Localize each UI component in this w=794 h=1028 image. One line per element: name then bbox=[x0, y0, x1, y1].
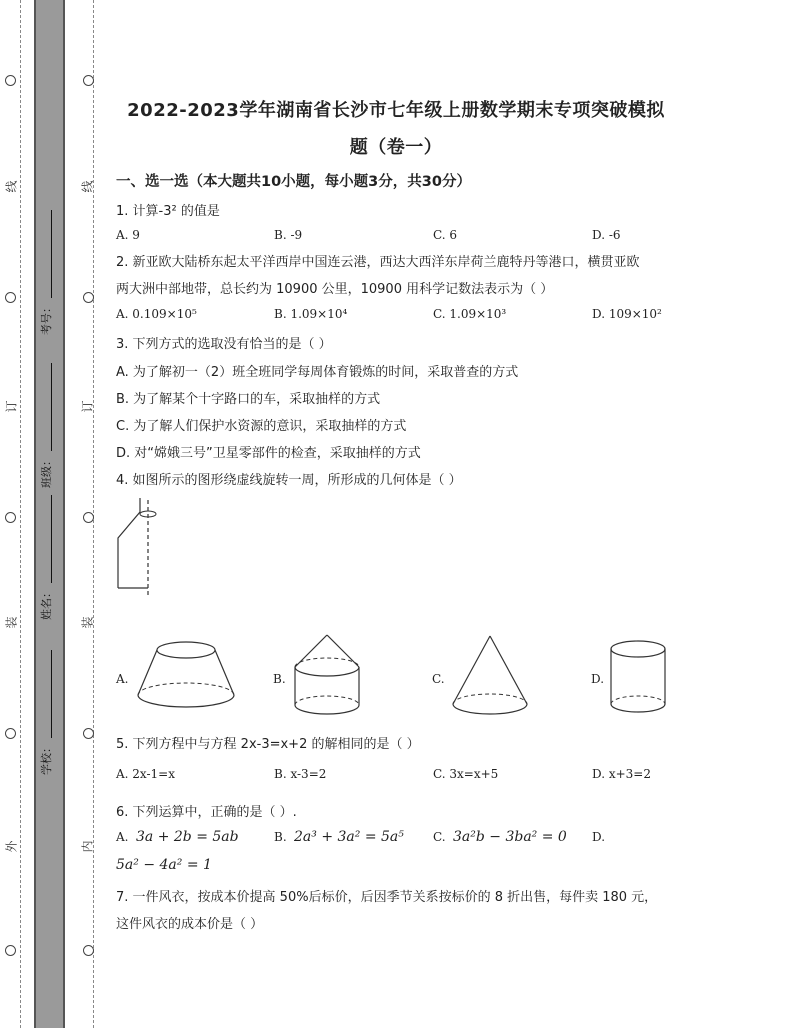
question-1-option-a: A. 9 bbox=[116, 228, 140, 242]
question-4-stem: 4. 如图所示的图形绕虚线旋转一周，所形成的几何体是（ ） bbox=[116, 473, 462, 488]
paper-title-line1: 2022-2023学年湖南省长沙市七年级上册数学期末专项突破模拟 bbox=[127, 100, 665, 121]
outer-line-char: 线 bbox=[4, 180, 19, 193]
section-heading: 一、选一选（本大题共10小题，每小题3分，共30分） bbox=[116, 174, 471, 190]
outer-wai-char: 外 bbox=[4, 840, 19, 853]
question-1-option-c: C. 6 bbox=[433, 228, 458, 242]
school-field: 学校： bbox=[38, 650, 54, 775]
question-3-option-c: C. 为了解人们保护水资源的意识，采取抽样的方式 bbox=[116, 419, 407, 434]
question-1-option-b: B. -9 bbox=[274, 228, 303, 242]
question-2-option-b: B. 1.09×10⁴ bbox=[274, 307, 348, 321]
binding-hole bbox=[5, 728, 16, 739]
binding-hole bbox=[83, 292, 94, 303]
question-4-option-b: B. bbox=[273, 672, 286, 686]
frustum-shape bbox=[136, 640, 236, 710]
outer-ding-char: 订 bbox=[4, 400, 19, 413]
question-6-option-c-expr: 3a²b − 3ba² = 0 bbox=[453, 829, 567, 845]
question-2-option-d: D. 109×10² bbox=[592, 307, 662, 321]
question-6-option-b-label: B. bbox=[274, 830, 287, 844]
question-6-option-d-label: D. bbox=[592, 830, 606, 844]
question-4-option-a: A. bbox=[116, 672, 129, 686]
question-7-stem-line2: 这件风衣的成本价是（ ） bbox=[116, 917, 264, 932]
question-3-option-b: B. 为了解某个十字路口的车，采取抽样的方式 bbox=[116, 392, 381, 407]
question-3-stem: 3. 下列方式的选取没有恰当的是（ ） bbox=[116, 337, 332, 352]
question-2-option-c: C. 1.09×10³ bbox=[433, 307, 507, 321]
question-6-option-b-expr: 2a³ + 3a² = 5a⁵ bbox=[294, 829, 404, 845]
binding-hole bbox=[83, 75, 94, 86]
question-6-option-a-expr: 3a + 2b = 5ab bbox=[136, 829, 239, 845]
question-5-option-c: C. 3x=x+5 bbox=[433, 767, 499, 781]
question-1-stem: 1. 计算-3² 的值是 bbox=[116, 204, 220, 219]
binding-hole bbox=[83, 728, 94, 739]
question-4-option-c: C. bbox=[432, 672, 445, 686]
question-6-option-a-label: A. bbox=[116, 830, 129, 844]
binding-hole bbox=[5, 945, 16, 956]
question-2-stem-line2: 两大洲中部地带，总长约为 10900 公里，10900 用科学记数法表示为（ ） bbox=[116, 282, 554, 297]
question-6-option-c-label: C. bbox=[433, 830, 446, 844]
inner-nei-char: 内 bbox=[80, 840, 95, 853]
question-1-option-d: D. -6 bbox=[592, 228, 621, 242]
binding-hole bbox=[5, 512, 16, 523]
question-5-option-b: B. x-3=2 bbox=[274, 767, 327, 781]
band-left-edge bbox=[34, 0, 36, 1028]
binding-margin bbox=[0, 0, 100, 1028]
paper-title-line2: 题（卷一） bbox=[349, 137, 443, 158]
inner-ding-char: 订 bbox=[80, 400, 95, 413]
outer-zhuang-char: 装 bbox=[4, 616, 19, 629]
cone-on-cylinder-shape bbox=[294, 635, 360, 720]
question-4-option-d: D. bbox=[591, 672, 605, 686]
rotation-figure bbox=[116, 500, 166, 600]
binding-hole bbox=[5, 75, 16, 86]
binding-hole bbox=[83, 945, 94, 956]
outer-cut-line bbox=[20, 0, 21, 1028]
question-5-stem: 5. 下列方程中与方程 2x-3=x+2 的解相同的是（ ） bbox=[116, 737, 420, 752]
question-5-option-a: A. 2x-1=x bbox=[116, 767, 175, 781]
class-field: 班级： bbox=[38, 363, 54, 488]
binding-hole bbox=[5, 292, 16, 303]
name-field: 姓名： bbox=[38, 495, 54, 620]
question-7-stem-line1: 7. 一件风衣，按成本价提高 50%后标价，后因季节关系按标价的 8 折出售，每件卖 180 元， bbox=[116, 890, 658, 905]
question-6-stem: 6. 下列运算中，正确的是（ ）. bbox=[116, 805, 297, 820]
cone-shape bbox=[452, 636, 528, 718]
question-2-stem-line1: 2. 新亚欧大陆桥东起太平洋西岸中国连云港，西达大西洋东岸荷兰鹿特丹等港口，横贯亚欧 bbox=[116, 255, 640, 270]
band-right-edge bbox=[63, 0, 65, 1028]
question-3-option-a: A. 为了解初一（2）班全班同学每周体育锻炼的时间，采取普查的方式 bbox=[116, 365, 519, 380]
question-6-option-d-expr: 5a² − 4a² = 1 bbox=[116, 857, 212, 873]
cylinder-shape bbox=[610, 640, 666, 716]
question-2-option-a: A. 0.109×10⁵ bbox=[116, 307, 197, 321]
question-3-option-d: D. 对“嫦娥三号”卫星零部件的检查，采取抽样的方式 bbox=[116, 446, 421, 461]
exam-number-field: 考号： bbox=[38, 210, 54, 335]
inner-zhuang-char: 装 bbox=[80, 616, 95, 629]
inner-line-char: 线 bbox=[80, 180, 95, 193]
question-5-option-d: D. x+3=2 bbox=[592, 767, 651, 781]
binding-hole bbox=[83, 512, 94, 523]
